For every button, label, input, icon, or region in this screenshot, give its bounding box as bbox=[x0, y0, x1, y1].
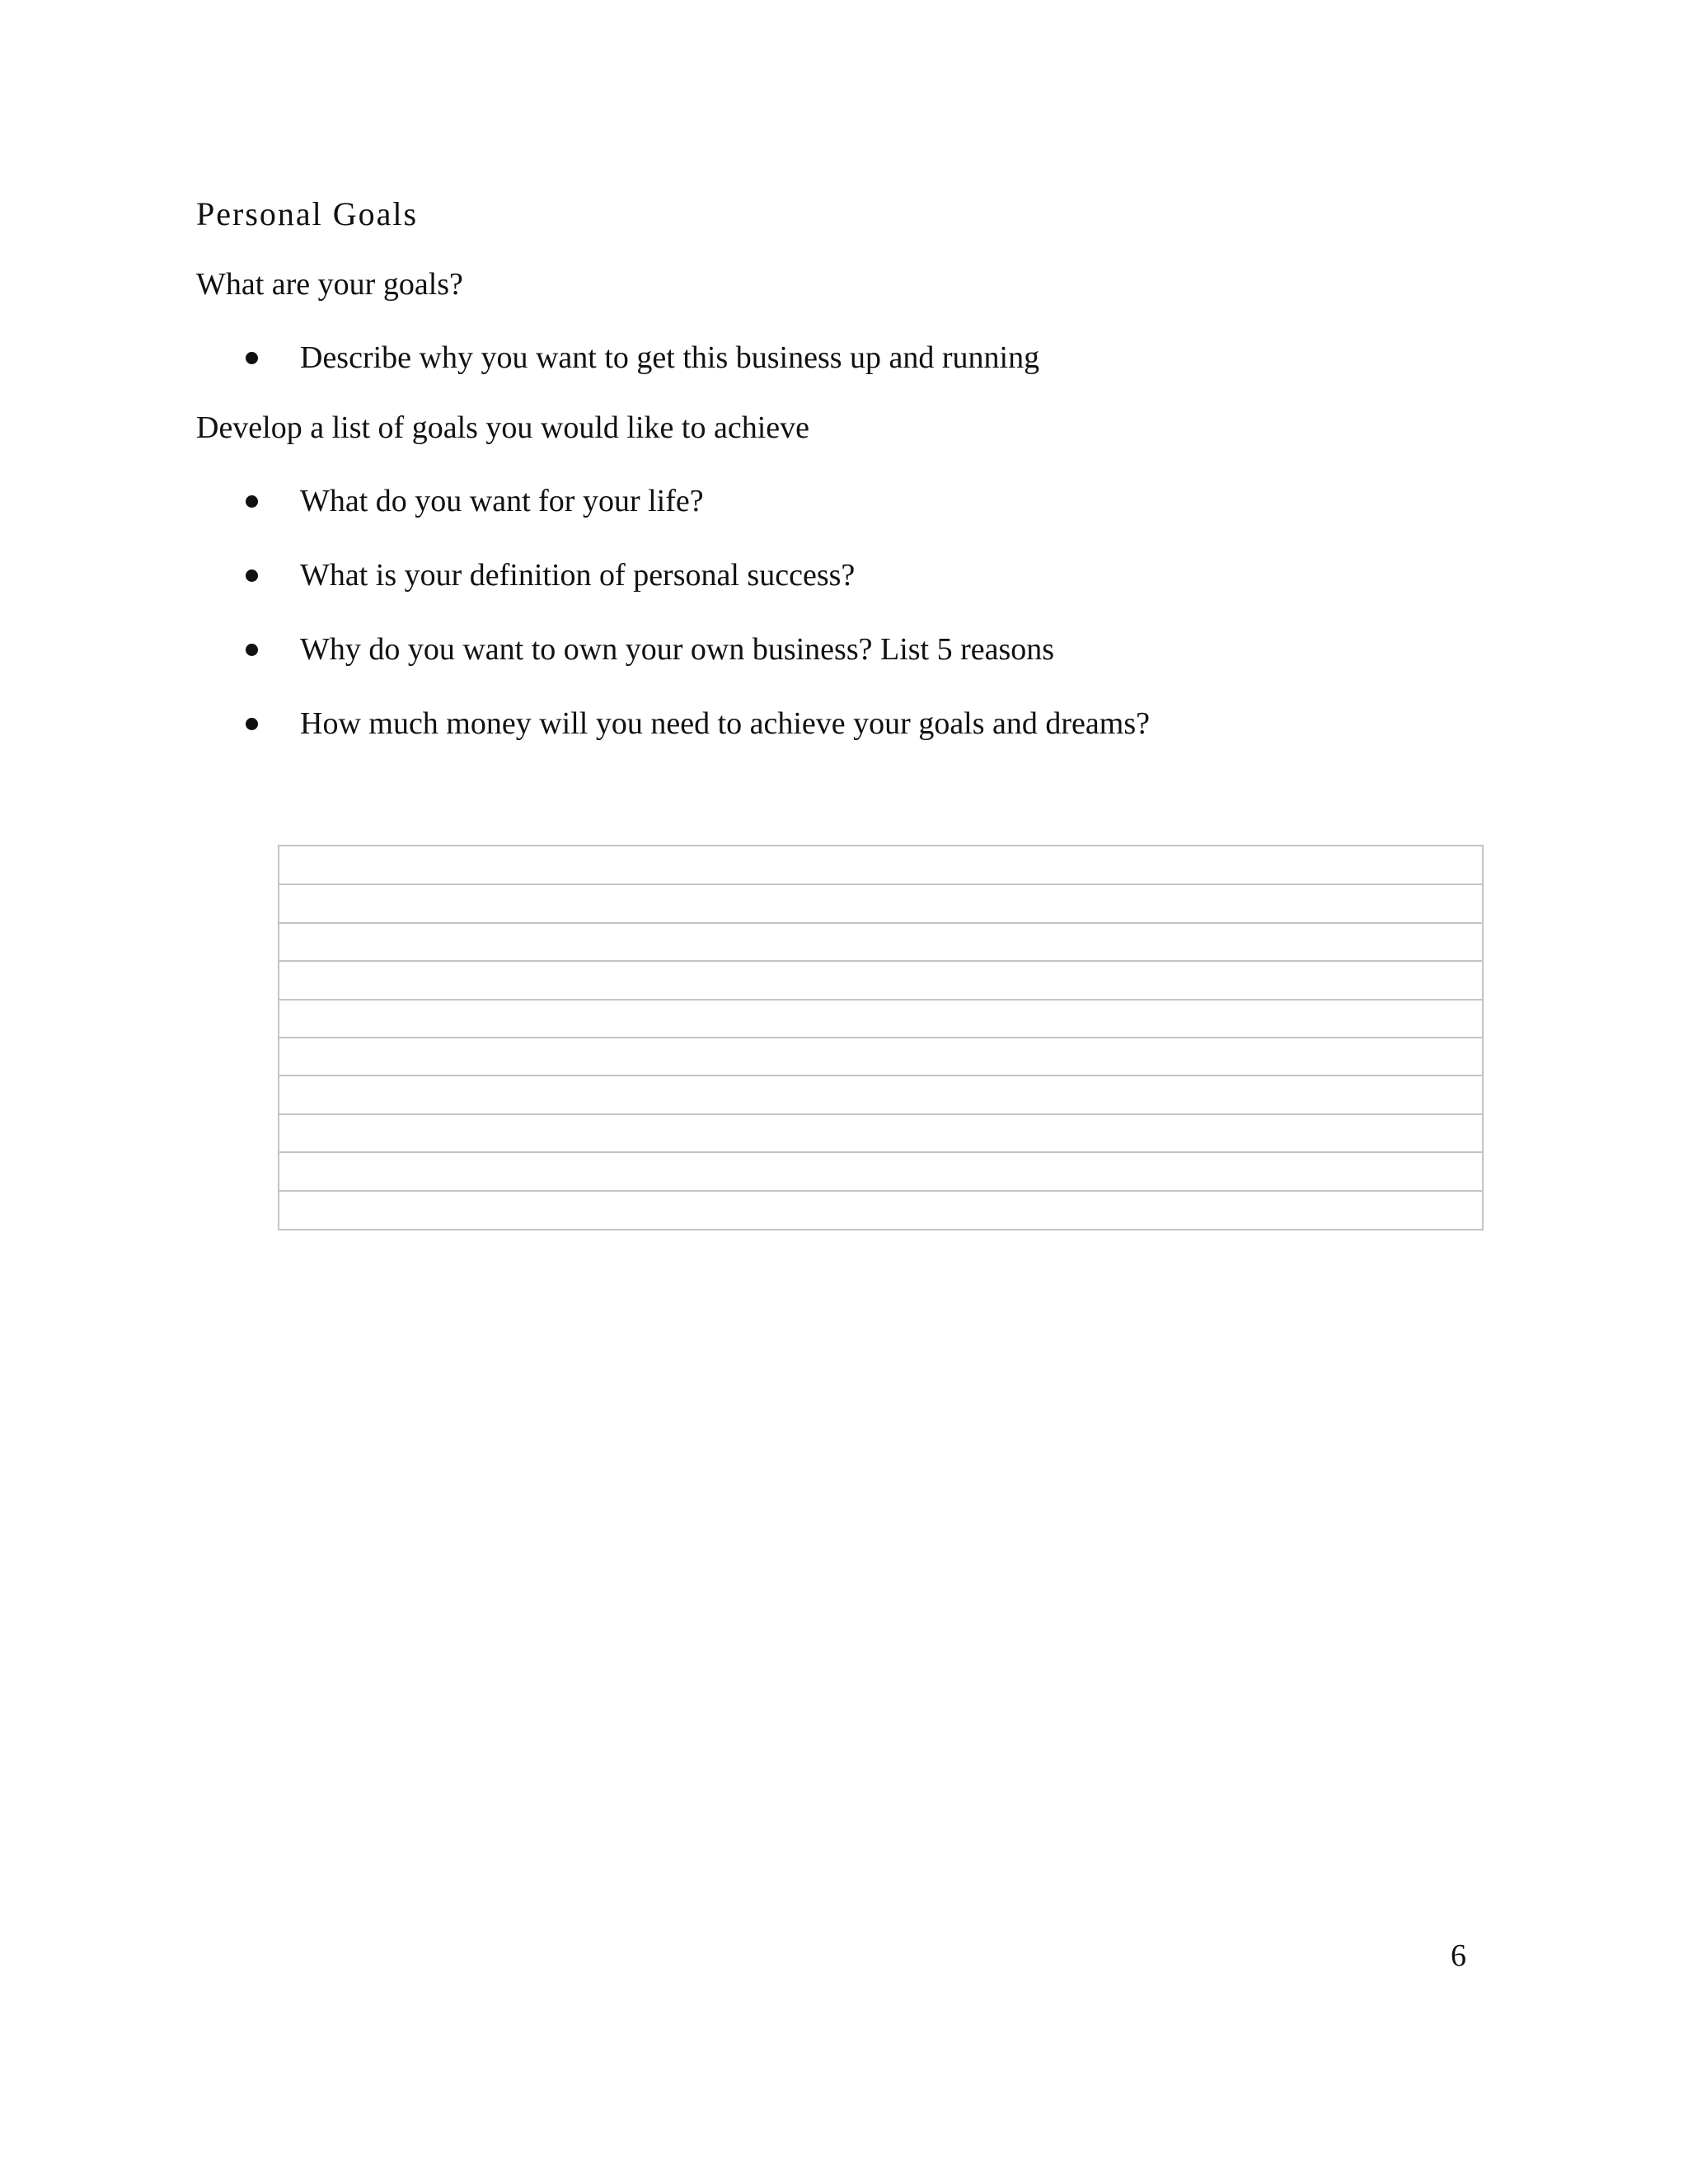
ruled-line bbox=[279, 960, 1482, 962]
bullet-icon bbox=[246, 495, 258, 508]
bullet-icon bbox=[246, 644, 258, 656]
list-item-text: How much money will you need to achieve your goals and dreams? bbox=[300, 706, 1150, 741]
lined-writing-area[interactable] bbox=[278, 845, 1484, 1230]
ruled-line bbox=[279, 1075, 1482, 1076]
intro-question: What are your goals? bbox=[196, 267, 463, 302]
list-item bbox=[246, 555, 855, 596]
ruled-line bbox=[279, 1037, 1482, 1038]
list-item-text: Describe why you want to get this business up and running bbox=[300, 340, 1040, 375]
page-number: 6 bbox=[1451, 1938, 1466, 1973]
list-item bbox=[246, 629, 1054, 670]
list-item-text: What do you want for your life? bbox=[300, 484, 704, 518]
bullet-icon bbox=[246, 718, 258, 730]
ruled-line bbox=[279, 1151, 1482, 1153]
ruled-line bbox=[279, 999, 1482, 1001]
ruled-line bbox=[279, 1190, 1482, 1192]
ruled-line bbox=[279, 883, 1482, 885]
list-item bbox=[246, 703, 1150, 744]
list-item-text: What is your definition of personal success? bbox=[300, 558, 856, 593]
list-item bbox=[246, 337, 1039, 378]
ruled-line bbox=[279, 1113, 1482, 1115]
section-heading: Personal Goals bbox=[196, 195, 419, 232]
bullet-icon bbox=[246, 569, 258, 582]
develop-text: Develop a list of goals you would like to achieve bbox=[196, 410, 809, 445]
list-item-text: Why do you want to own your own business? List 5 reasons bbox=[300, 632, 1055, 667]
bullet-icon bbox=[246, 352, 258, 364]
list-item bbox=[246, 480, 704, 522]
ruled-line bbox=[279, 922, 1482, 924]
